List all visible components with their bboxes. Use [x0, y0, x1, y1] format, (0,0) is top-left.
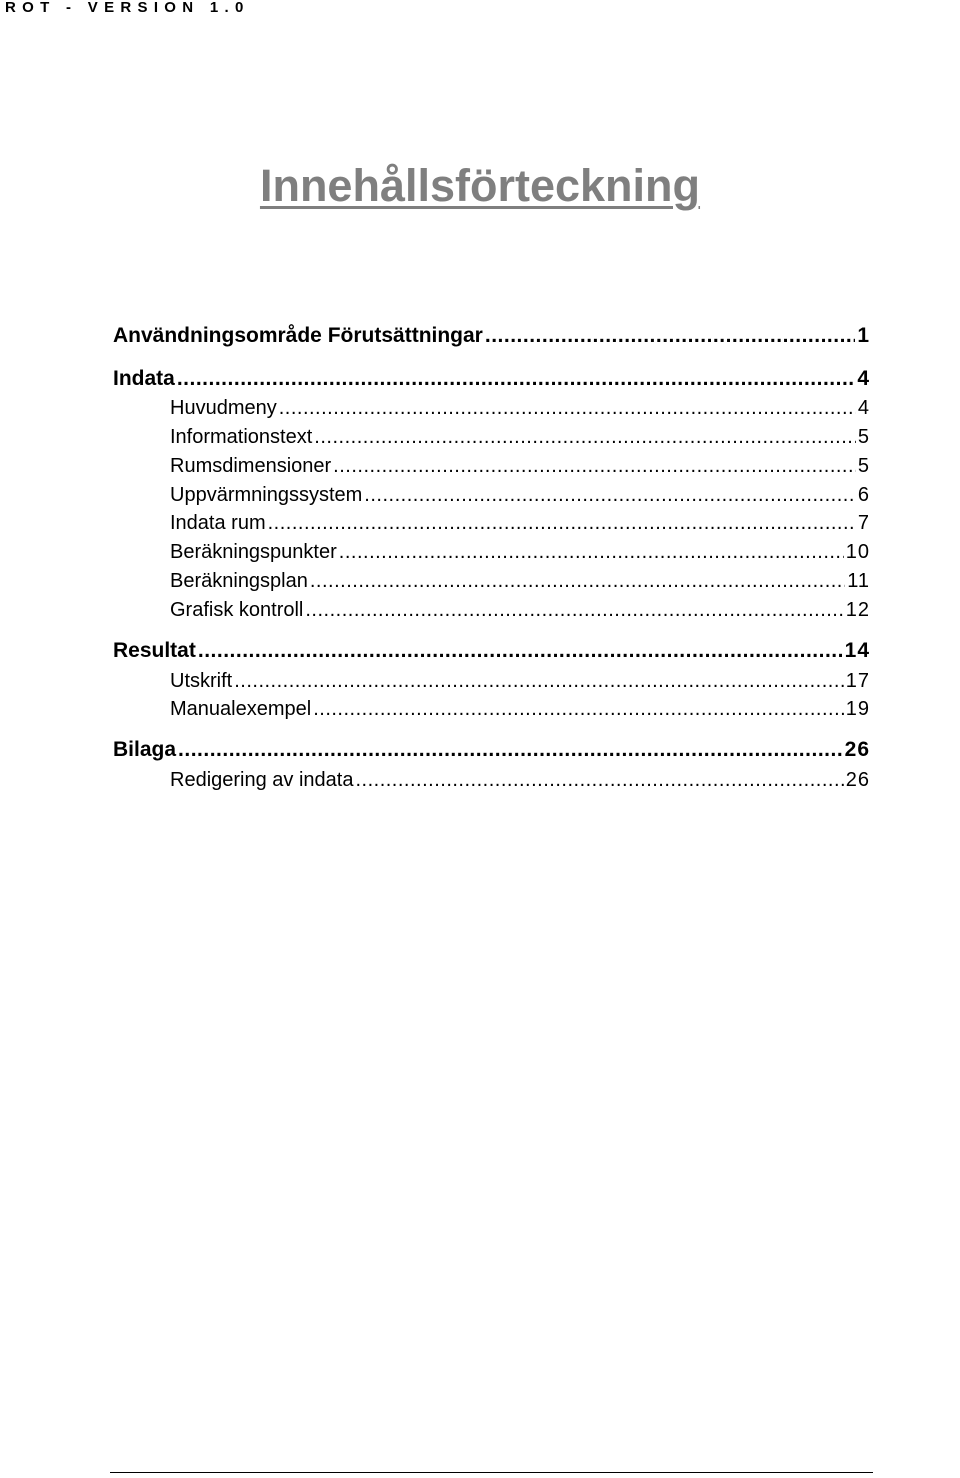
toc-dot-leader: [198, 637, 843, 665]
toc-entry-uppvarmningssystem[interactable]: [113, 481, 870, 509]
toc-page-number: 5: [857, 426, 870, 448]
toc-entry-label: Utskrift: [170, 670, 233, 692]
toc-page-number: 14: [844, 639, 870, 662]
toc-page-number: 12: [845, 599, 870, 621]
page-title: Innehållsförteckning: [259, 160, 701, 211]
footer-divider: [110, 1472, 873, 1473]
toc-dot-leader: [313, 695, 844, 723]
toc-entry-utskrift[interactable]: [113, 667, 870, 695]
toc-dot-leader: [305, 596, 843, 624]
toc-entry-huvudmeny[interactable]: [113, 394, 870, 422]
toc-dot-leader: [333, 452, 856, 480]
toc-entry-berakningspunkter[interactable]: [113, 538, 870, 566]
toc-entry-rumsdimensioner[interactable]: [113, 452, 870, 480]
toc-dot-leader: [485, 322, 855, 350]
toc-entry-resultat[interactable]: [113, 637, 870, 665]
toc-dot-leader: [177, 365, 855, 393]
toc-page-number: 26: [844, 738, 870, 761]
toc-entry-indata-rum[interactable]: [113, 509, 870, 537]
toc-entry-anvandningsomrade[interactable]: [113, 322, 870, 350]
toc-page-number: 26: [845, 769, 870, 791]
toc-page-number: 4: [857, 367, 870, 390]
toc-dot-leader: [314, 423, 856, 451]
toc-entry-label: Rumsdimensioner: [170, 455, 332, 477]
toc-entry-label: Grafisk kontroll: [170, 599, 304, 621]
toc-entry-label: Manualexempel: [170, 698, 312, 720]
toc-page-number: 5: [857, 455, 870, 477]
toc-dot-leader: [234, 667, 844, 695]
toc-entry-label: Huvudmeny: [170, 397, 277, 419]
toc-page-number: 10: [845, 541, 870, 563]
toc-dot-leader: [355, 766, 843, 794]
toc-entry-label: Indata rum: [170, 512, 266, 534]
toc-entry-indata[interactable]: [113, 365, 870, 393]
running-header: ROT - VERSION 1.0: [5, 0, 250, 16]
toc-dot-leader: [364, 481, 856, 509]
toc-entry-label: Bilaga: [113, 738, 177, 761]
toc-entry-label: Informationstext: [170, 426, 313, 448]
toc-entry-label: Beräkningspunkter: [170, 541, 337, 563]
toc-entry-informationstext[interactable]: [113, 423, 870, 451]
toc-entry-label: Indata: [113, 367, 175, 390]
toc-page-number: 4: [857, 397, 870, 419]
toc-entry-label: Beräkningsplan: [170, 570, 308, 592]
toc-dot-leader: [268, 509, 856, 537]
toc-entry-label: Uppvärmningssystem: [170, 484, 363, 506]
toc-entry-bilaga[interactable]: [113, 736, 870, 764]
toc-dot-leader: [339, 538, 844, 566]
toc-dot-leader: [178, 736, 843, 764]
toc-entry-grafisk-kontroll[interactable]: [113, 596, 870, 624]
toc-dot-leader: [279, 394, 856, 422]
toc-entry-label: Användningsområde Förutsättningar: [113, 324, 483, 347]
toc-dot-leader: [310, 567, 845, 595]
toc-page-number: 11: [847, 570, 870, 592]
toc-page-number: 19: [845, 698, 870, 720]
toc-page-number: 7: [857, 512, 870, 534]
toc-page-number: 6: [857, 484, 870, 506]
toc-entry-redigering-av-indata[interactable]: [113, 766, 870, 794]
toc-entry-label: Redigering av indata: [170, 769, 354, 791]
toc-entry-berakningsplan[interactable]: [113, 567, 870, 595]
toc-page-number: 17: [845, 670, 870, 692]
toc-page-number: 1: [857, 324, 870, 347]
toc-entry-manualexempel[interactable]: [113, 695, 870, 723]
toc-entry-label: Resultat: [113, 639, 196, 662]
